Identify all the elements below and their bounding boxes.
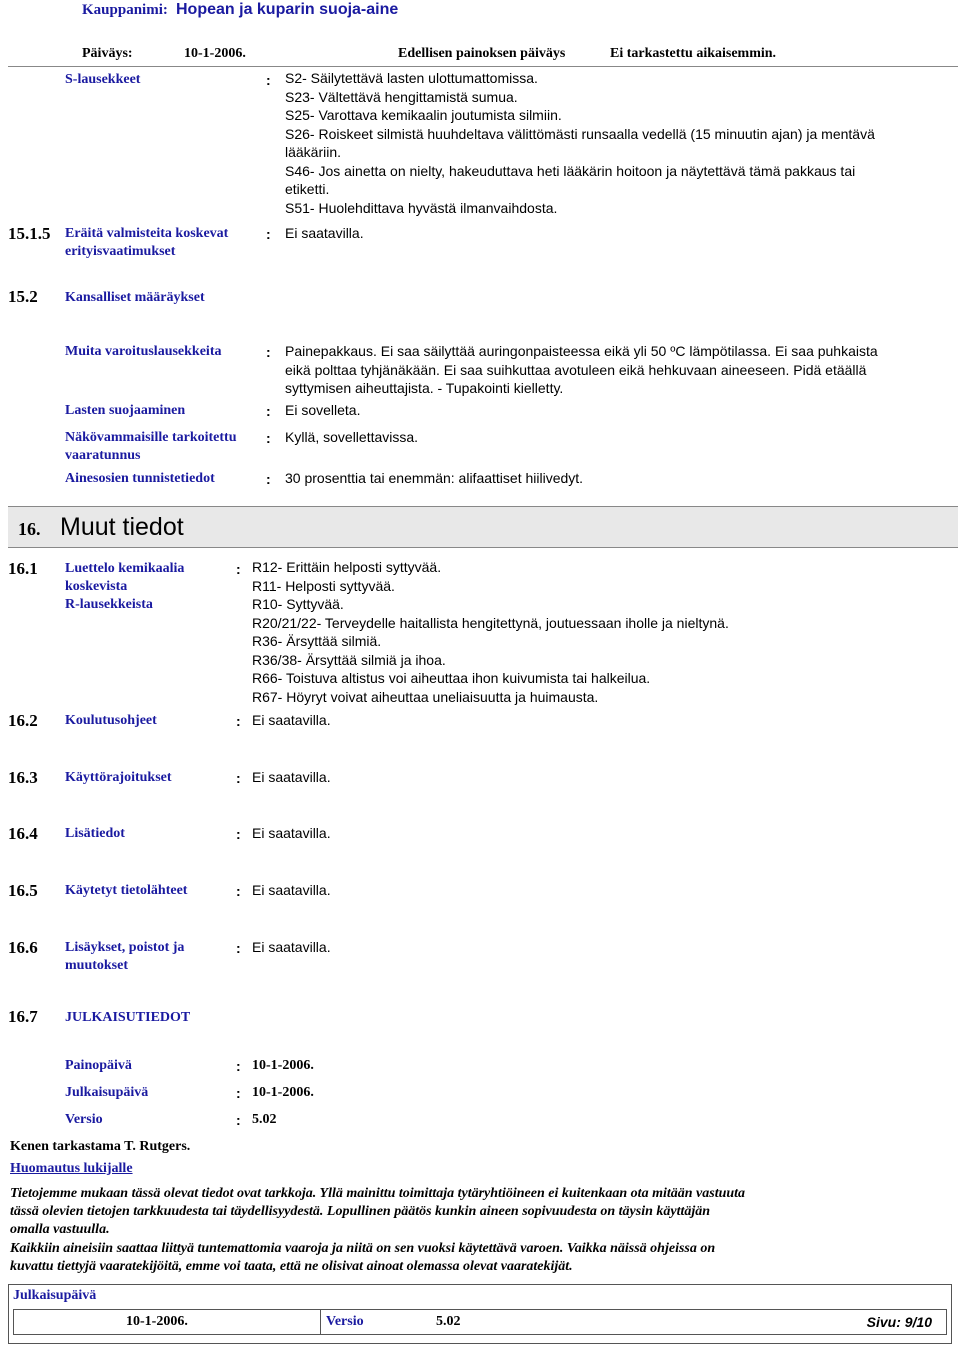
notice-line: omalla vastuulla. — [10, 1222, 110, 1237]
date-value: 10-1-2006. — [184, 46, 246, 61]
page-header — [82, 0, 952, 70]
s-phrase-line: S51- Huolehdittava hyvästä ilmanvaihdosta. — [285, 199, 558, 216]
publication-value: 10-1-2006. — [252, 1085, 314, 1100]
footer-version-label: Versio — [326, 1314, 364, 1329]
colon: : — [236, 1058, 241, 1074]
s-phrase-line: S46- Jos ainetta on nielty, hakeuduttava heti lääkärin hoitoon ja näytettävä tämä pakkaus tai — [285, 162, 856, 179]
section-label — [65, 560, 184, 614]
notice-line: Tietojemme mukaan tässä olevat tiedot ovat tarkkoja. Yllä mainittu toimittaja tytäryhtiöineen ei kuitenkaan ota mitään vastuuta — [10, 1186, 746, 1201]
header-divider — [8, 66, 958, 67]
colon: : — [236, 561, 241, 577]
r-phrase-line: R67- Höyryt voivat aiheuttaa uneliaisuutta ja huimausta. — [252, 688, 599, 705]
r-phrase-line: R66- Toistuva altistus voi aiheuttaa ihon kuivumista tai halkeilua. — [252, 670, 651, 686]
footer-date: 10-1-2006. — [126, 1314, 188, 1329]
s-phrase-line: S23- Vältettävä hengittamistä sumua. — [285, 88, 518, 105]
section-number: 16.7 — [8, 1007, 38, 1026]
s-phrase-line: S2- Säilytettävä lasten ulottumattomissa. — [285, 70, 538, 86]
label-line: Eräitä valmisteita koskevat — [65, 226, 229, 241]
section-number: 16.6 — [8, 938, 38, 957]
label-line: R-lausekkeista — [65, 597, 153, 612]
previous-print-label: Edellisen painoksen päiväys — [398, 46, 566, 61]
label-line: Muita varoituslausekkeita — [65, 344, 222, 359]
publication-label: Versio — [65, 1112, 103, 1127]
label-line: erityisvaatimukset — [65, 244, 176, 259]
section-label — [65, 825, 125, 843]
label-line: Käyttörajoitukset — [65, 770, 172, 785]
colon: : — [266, 471, 271, 487]
section-number: 15.1.5 — [8, 224, 51, 243]
value-line: 30 prosenttia tai enemmän: alifaattiset hiilivedyt. — [285, 470, 584, 486]
previous-print-value: Ei tarkastettu aikaisemmin. — [610, 46, 777, 61]
section-label — [65, 225, 228, 261]
colon: : — [266, 226, 271, 242]
colon: : — [236, 1085, 241, 1101]
section-label — [65, 939, 184, 975]
label-line: Lisätiedot — [65, 826, 125, 841]
colon: : — [236, 1112, 241, 1128]
footer-page-number: Sivu: 9/10 — [866, 1314, 932, 1330]
colon: : — [236, 883, 241, 899]
notice-line: tässä olevien tietojen tarkkuudesta tai täydellisyydestä. Lopullinen päätös kunkin aineen sopivuudesta on täysin käyttäjän — [10, 1204, 711, 1219]
section-label: JULKAISUTIEDOT — [65, 1010, 191, 1025]
row-label — [65, 402, 185, 420]
row-value — [285, 469, 583, 488]
label-line: muutokset — [65, 958, 129, 973]
row-label — [65, 470, 215, 488]
publication-value: 10-1-2006. — [252, 1058, 314, 1073]
section-number: 16.5 — [8, 881, 38, 900]
section-number: 16.3 — [8, 768, 38, 787]
value-line: Painepakkaus. Ei saa säilyttää auringonpaisteessa eikä yli 50 ºC lämpötilassa. Ei saa puhkaista — [285, 343, 878, 359]
section-value: Ei saatavilla. — [252, 769, 331, 785]
section-label: Kansalliset määräykset — [65, 290, 205, 305]
publication-label: Painopäivä — [65, 1058, 132, 1073]
r-phrase-line: R36/38- Ärsyttää silmiä ja ihoa. — [252, 651, 446, 668]
page-footer — [8, 1284, 952, 1344]
section-number: 16.2 — [8, 711, 38, 730]
date-label: Päiväys: — [82, 46, 133, 61]
s-phrase-line: lääkäriin. — [285, 144, 342, 160]
r-phrase-line: R10- Syttyvää. — [252, 596, 344, 612]
section-value: Ei saatavilla. — [252, 825, 331, 841]
section-number: 15.2 — [8, 287, 38, 306]
section-16-number: 16. — [18, 519, 41, 539]
section-number: 16.4 — [8, 824, 38, 843]
notice-paragraph-1 — [10, 1185, 745, 1239]
section-value: Ei saatavilla. — [285, 225, 364, 241]
label-line: Luettelo kemikaalia — [65, 561, 185, 576]
trade-name: Hopean ja kuparin suoja-aine — [176, 1, 399, 18]
notice-line: Kaikkiin aineisiin saattaa liittyä tuntemattomia vaaroja ja niitä on sen vuoksi käytettävä varoen. Vaikka näissä ohjeissa on — [10, 1241, 716, 1256]
r-phrase-line: R12- Erittäin helposti syttyvää. — [252, 559, 442, 575]
section-value: Ei saatavilla. — [252, 712, 331, 728]
section-value: Ei saatavilla. — [252, 882, 331, 898]
notice-line: kuvattu tiettyjä vaaratekijöitä, emme voi taata, että ne olisivat ainoat olemassa olevat vaaratekijät. — [10, 1259, 573, 1274]
colon: : — [266, 344, 271, 360]
colon: : — [236, 770, 241, 786]
section-16-header — [8, 506, 958, 548]
value-line: Kyllä, sovellettavissa. — [285, 429, 419, 445]
value-line: Ei sovelleta. — [285, 402, 361, 418]
section-label — [65, 882, 187, 900]
colon: : — [266, 403, 271, 419]
value-line: syttymisen aiheuttajista. - Tupakointi kielletty. — [285, 380, 564, 396]
row-value — [285, 428, 418, 447]
colon: : — [236, 826, 241, 842]
row-label — [65, 343, 221, 361]
label-line: Koulutusohjeet — [65, 713, 157, 728]
section-label — [65, 712, 157, 730]
r-phrase-line: R11- Helposti syttyvää. — [252, 577, 395, 594]
label-line: Näkövammaisille tarkoitettu — [65, 430, 237, 445]
row-value — [285, 401, 360, 420]
notice-title: Huomautus lukijalle — [10, 1161, 133, 1176]
label-line: vaaratunnus — [65, 448, 141, 463]
s-phrase-line: S25- Varottava kemikaalin joutumista silmiin. — [285, 107, 562, 123]
section-number: 16.1 — [8, 559, 38, 578]
colon: : — [236, 940, 241, 956]
s-phrases-label: S-lausekkeet — [65, 72, 141, 87]
footer-version: 5.02 — [436, 1314, 461, 1329]
colon: : — [266, 72, 271, 88]
r-phrase-line: R36- Ärsyttää silmiä. — [252, 633, 382, 649]
label-line: Lasten suojaaminen — [65, 403, 186, 418]
label-line: koskevista — [65, 579, 128, 594]
r-phrases-list — [252, 558, 729, 706]
s-phrases-list — [285, 69, 875, 217]
label-line: Käytetyt tietolähteet — [65, 883, 188, 898]
trade-name-label: Kauppanimi: — [82, 2, 168, 18]
s-phrase-line: etiketti. — [285, 181, 330, 197]
footer-publication-label: Julkaisupäivä — [13, 1288, 97, 1303]
section-label — [65, 769, 172, 787]
value-line: eikä polttaa tyhjänäkään. Ei saa suihkuttaa avotuleen eikä hehkuvaan aineeseen. Pidä etäällä — [285, 361, 867, 378]
publication-value: 5.02 — [252, 1112, 277, 1127]
label-line: Ainesosien tunnistetiedot — [65, 471, 215, 486]
publication-label: Julkaisupäivä — [65, 1085, 149, 1100]
section-value: Ei saatavilla. — [252, 939, 331, 955]
reviewed-by: Kenen tarkastama T. Rutgers. — [10, 1139, 191, 1154]
colon: : — [236, 713, 241, 729]
section-16-title: Muut tiedot — [60, 513, 184, 541]
notice-paragraph-2 — [10, 1240, 715, 1276]
colon: : — [266, 430, 271, 446]
row-value — [285, 342, 878, 398]
label-line: Lisäykset, poistot ja — [65, 940, 185, 955]
footer-divider — [320, 1310, 321, 1334]
s-phrase-line: S26- Roiskeet silmistä huuhdeltava välittömästi runsaalla vedellä (15 minuutin ajan) ja mentävä — [285, 125, 875, 142]
footer-info-row — [13, 1309, 947, 1335]
row-label — [65, 429, 236, 465]
r-phrase-line: R20/21/22- Terveydelle haitallista hengitettynä, joutuessaan iholle ja nieltynä. — [252, 614, 729, 631]
